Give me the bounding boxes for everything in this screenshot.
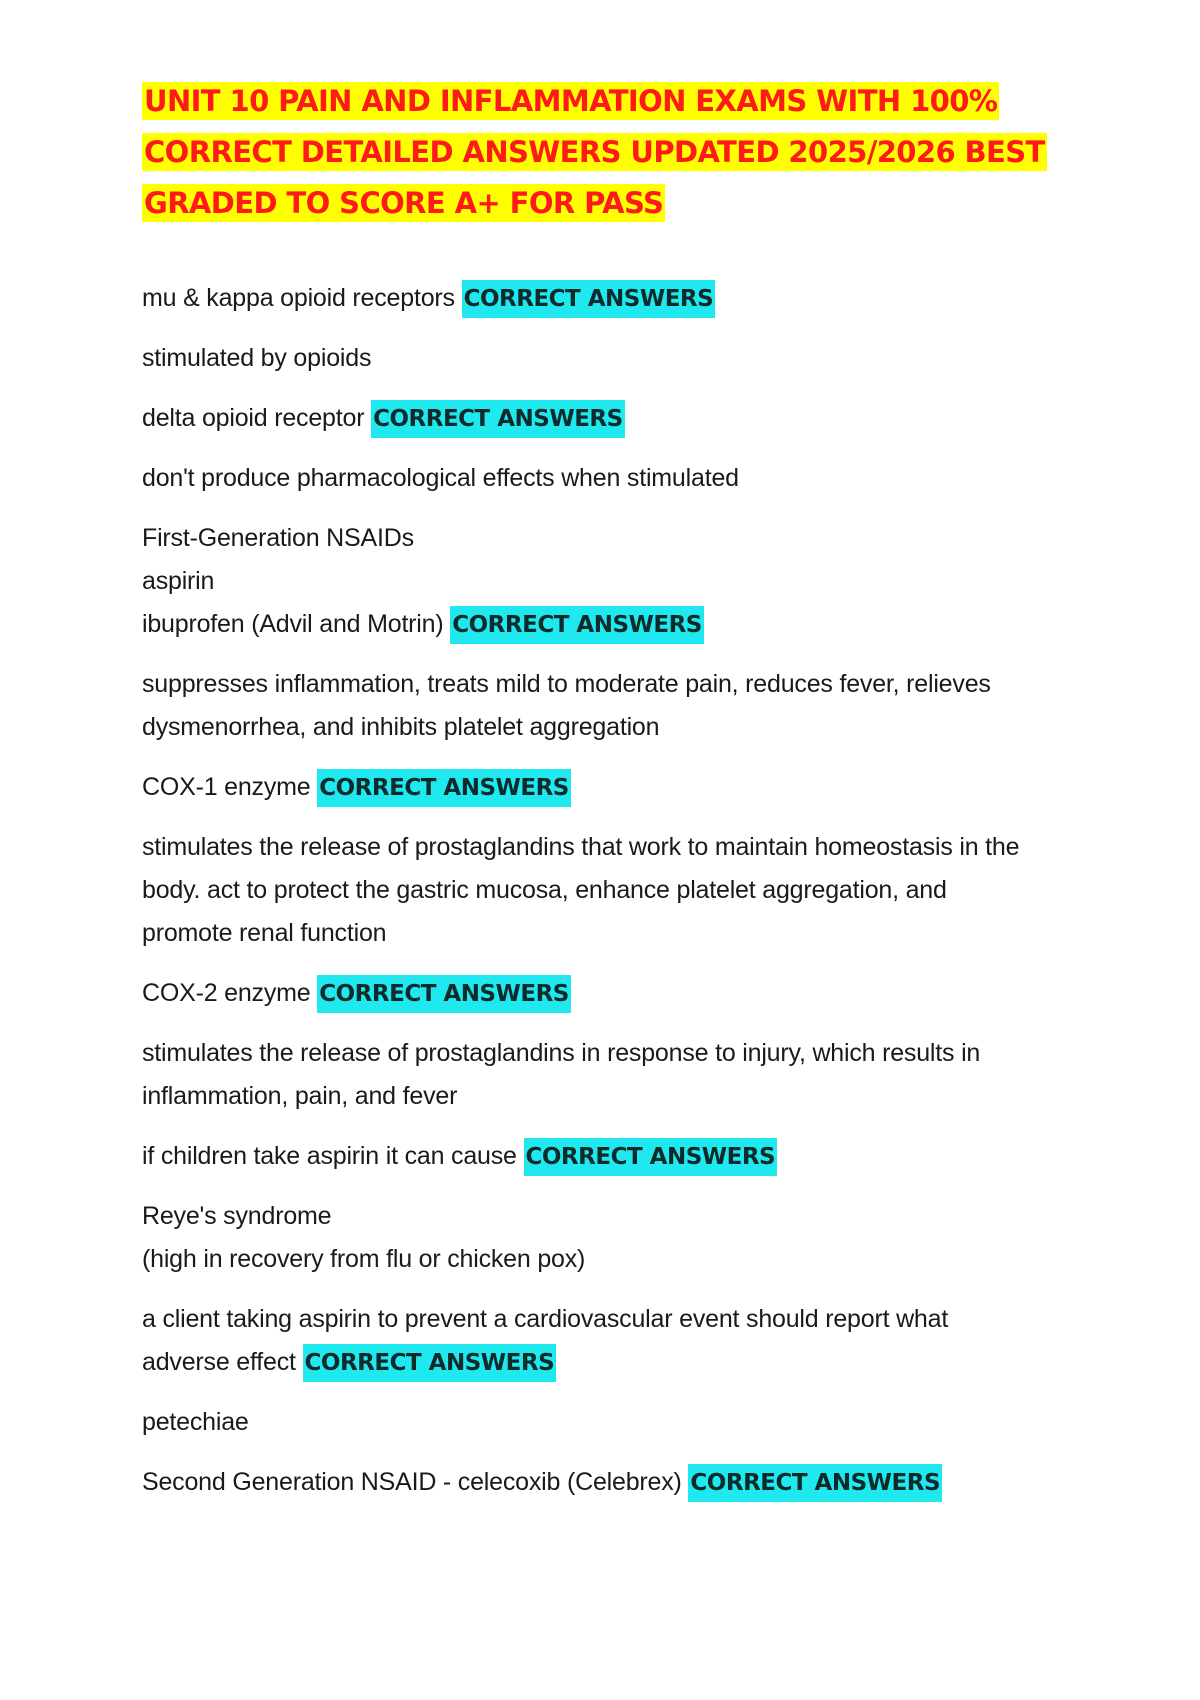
answer-text: [142, 1401, 1072, 1444]
question-line: [142, 766, 1072, 809]
qa-list: [142, 277, 1072, 1504]
title-line: UNIT 10 PAIN AND INFLAMMATION EXAMS WITH 100%: [144, 84, 998, 118]
answer-line: stimulated by opioids: [142, 344, 372, 372]
question-line: [142, 1461, 1072, 1504]
question-line-text: mu & kappa opioid receptors: [142, 284, 455, 312]
question-line: [142, 277, 1072, 320]
qa-entry: [142, 766, 1072, 955]
correct-answers-tag: CORRECT ANSWERS: [371, 400, 625, 438]
correct-answers-tag: CORRECT ANSWERS: [317, 769, 571, 807]
question-text: [142, 1461, 1072, 1504]
question-line: [142, 397, 1072, 440]
question-line: [142, 1341, 1072, 1384]
question-line-text: ibuprofen (Advil and Motrin): [142, 610, 444, 638]
answer-line: don't produce pharmacological effects when stimulated: [142, 464, 739, 492]
question-line: [142, 603, 1072, 646]
question-text: [142, 766, 1072, 809]
question-line-text: if children take aspirin it can cause: [142, 1142, 517, 1170]
title-line: CORRECT DETAILED ANSWERS UPDATED 2025/2026 BEST: [144, 135, 1045, 169]
qa-entry: [142, 1298, 1072, 1444]
correct-answers-tag: CORRECT ANSWERS: [688, 1464, 942, 1502]
qa-entry: [142, 517, 1072, 749]
answer-line: Reye's syndrome: [142, 1202, 332, 1230]
question-line: [142, 1135, 1072, 1178]
question-text: [142, 1135, 1072, 1178]
correct-answers-tag: CORRECT ANSWERS: [524, 1138, 778, 1176]
qa-entry: [142, 1135, 1072, 1281]
answer-text: [142, 1032, 1072, 1118]
qa-entry: [142, 277, 1072, 380]
answer-line: stimulates the release of prostaglandins that work to maintain homeostasis in the: [142, 833, 1020, 861]
correct-answers-tag: CORRECT ANSWERS: [450, 606, 704, 644]
title-line: GRADED TO SCORE A+ FOR PASS: [144, 186, 664, 220]
question-line-text: adverse effect: [142, 1348, 296, 1376]
question-line-text: COX-1 enzyme: [142, 773, 311, 801]
question-line: [142, 972, 1072, 1015]
qa-entry: [142, 397, 1072, 500]
question-line-text: delta opioid receptor: [142, 404, 365, 432]
question-line: First-Generation NSAIDs: [142, 524, 414, 552]
answer-line: petechiae: [142, 1408, 249, 1436]
answer-line: promote renal function: [142, 919, 387, 947]
answer-text: [142, 457, 1072, 500]
document-page: [142, 76, 1072, 1521]
question-text: [142, 517, 1072, 646]
answer-text: [142, 337, 1072, 380]
question-line: a client taking aspirin to prevent a cardiovascular event should report what: [142, 1305, 949, 1333]
answer-line: inflammation, pain, and fever: [142, 1082, 458, 1110]
answer-text: [142, 826, 1072, 955]
question-line-text: COX-2 enzyme: [142, 979, 311, 1007]
question-text: [142, 1298, 1072, 1384]
correct-answers-tag: CORRECT ANSWERS: [303, 1344, 557, 1382]
question-line-text: Second Generation NSAID - celecoxib (Celebrex): [142, 1468, 682, 1496]
answer-line: body. act to protect the gastric mucosa, enhance platelet aggregation, and: [142, 876, 947, 904]
answer-line: stimulates the release of prostaglandins in response to injury, which results in: [142, 1039, 981, 1067]
question-text: [142, 277, 1072, 320]
question-text: [142, 397, 1072, 440]
question-text: [142, 972, 1072, 1015]
question-line: aspirin: [142, 567, 215, 595]
document-title: [142, 76, 1072, 229]
correct-answers-tag: CORRECT ANSWERS: [317, 975, 571, 1013]
answer-line: (high in recovery from flu or chicken pox): [142, 1245, 586, 1273]
qa-entry: [142, 972, 1072, 1118]
answer-line: dysmenorrhea, and inhibits platelet aggregation: [142, 713, 660, 741]
answer-line: suppresses inflammation, treats mild to moderate pain, reduces fever, relieves: [142, 670, 991, 698]
answer-text: [142, 663, 1072, 749]
answer-text: [142, 1195, 1072, 1281]
correct-answers-tag: CORRECT ANSWERS: [462, 280, 716, 318]
qa-entry: [142, 1461, 1072, 1504]
